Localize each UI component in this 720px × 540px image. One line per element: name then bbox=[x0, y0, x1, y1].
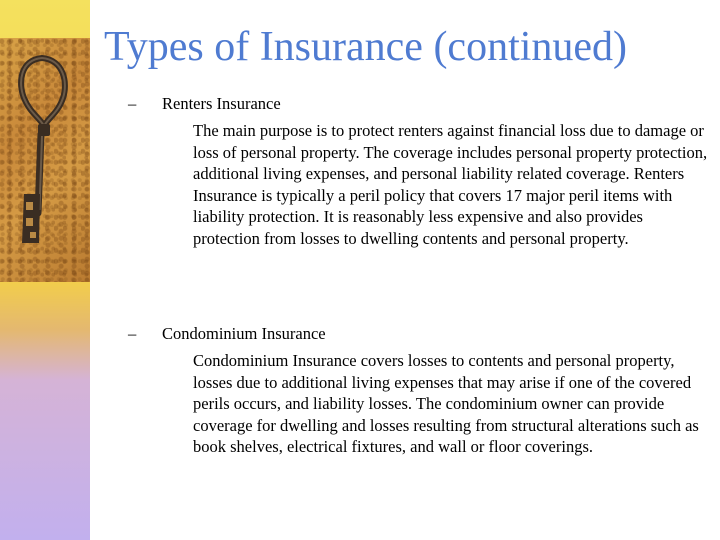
renters-insurance-description: The main purpose is to protect renters against financial loss due to damage or loss of personal property. The coverage includes personal property protection, additional living expenses, and personal liability related coverage. Renters Insurance is typically a peril policy that covers 17 major peril items with liability protection. It is reasonably less expensive and also provides protection from losses to dwelling contents and personal property. bbox=[193, 121, 708, 248]
bullet-dash: – bbox=[128, 324, 137, 343]
decorative-side-band bbox=[0, 0, 90, 540]
renters-insurance-label: Renters Insurance bbox=[162, 94, 281, 113]
condominium-insurance-label: Condominium Insurance bbox=[162, 324, 326, 343]
condominium-insurance-description: Condominium Insurance covers losses to contents and personal property, losses due to additional living expenses that may arise if one of the covered perils occurs, and liability losses. The condominium owner can provide coverage for dwelling and losses resulting from structural alterations such as book shelves, electrical fixtures, and wall or floor coverings. bbox=[193, 351, 699, 457]
antique-key-icon bbox=[0, 38, 90, 282]
key-image bbox=[0, 38, 90, 282]
slide-title: Types of Insurance (continued) bbox=[104, 24, 628, 70]
condominium-insurance-heading bbox=[128, 323, 326, 345]
bullet-dash: – bbox=[128, 94, 137, 113]
renters-insurance-heading bbox=[128, 93, 281, 115]
